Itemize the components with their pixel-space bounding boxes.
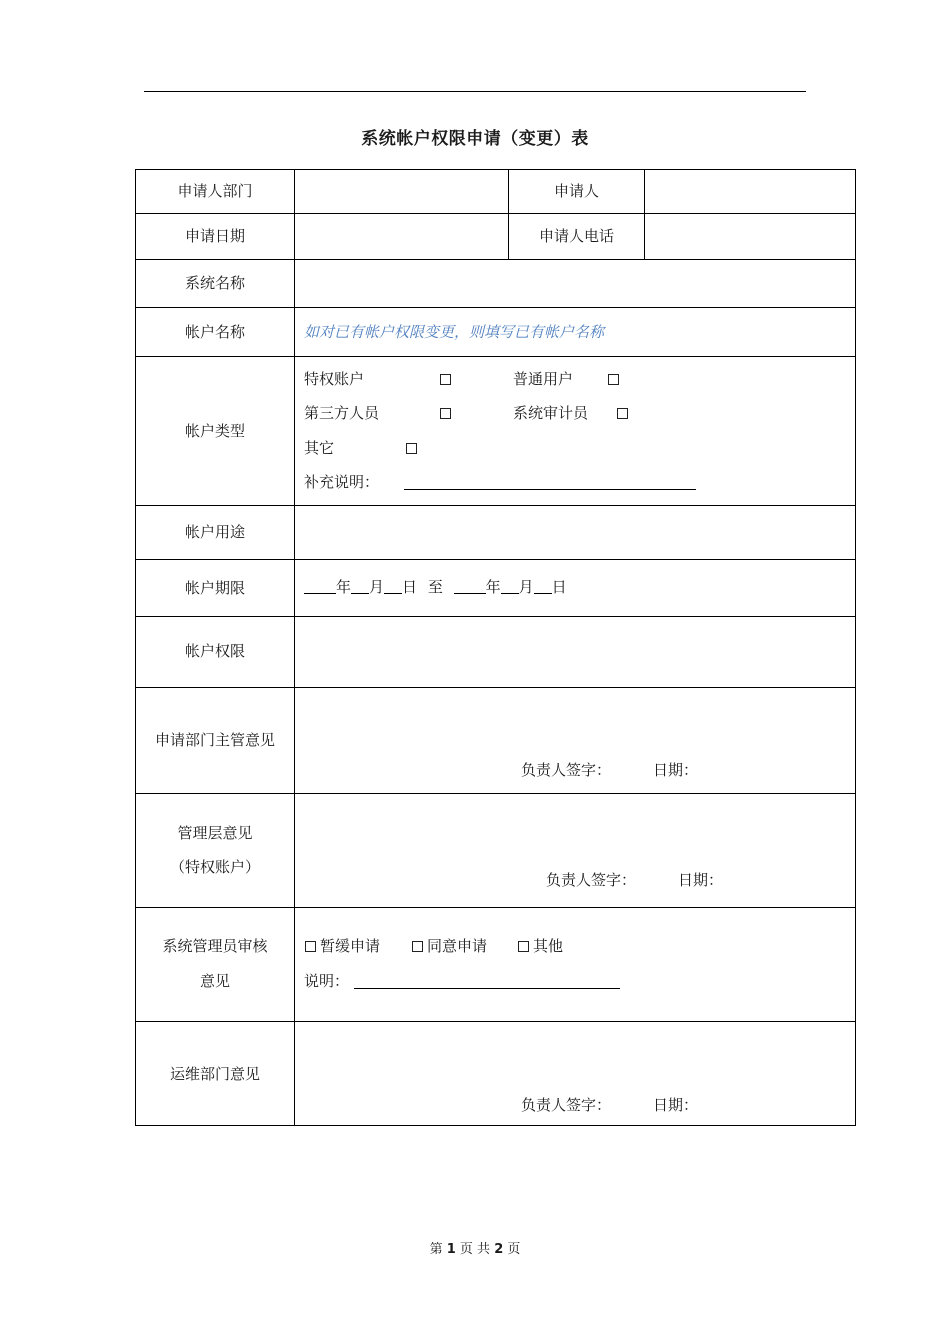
- day-unit: 日: [551, 578, 567, 596]
- row-divider: [135, 687, 856, 688]
- month-unit: 月: [369, 578, 385, 596]
- column-divider: [294, 169, 295, 1126]
- defer-checkbox[interactable]: [305, 941, 316, 952]
- auditor-checkbox[interactable]: [617, 408, 628, 419]
- account-period-label: 帐户期限: [184, 579, 245, 597]
- year-unit: 年: [485, 578, 501, 596]
- document-title: 系统帐户权限申请（变更）表: [361, 129, 589, 149]
- dept-manager-label: 申请部门主管意见: [154, 731, 275, 749]
- end-month-blank[interactable]: [501, 579, 519, 594]
- footer-prefix: 第: [429, 1242, 443, 1257]
- management-sub-label: （特权账户）: [169, 858, 260, 876]
- management-label: 管理层意见: [177, 824, 253, 842]
- other-option-label: 其他: [533, 937, 564, 955]
- applicant-dept-label: 申请人部门: [177, 182, 253, 200]
- defer-option-label: 暂缓申请: [320, 937, 381, 955]
- applicant-phone-field[interactable]: [646, 214, 854, 258]
- account-type-label: 帐户类型: [184, 422, 245, 440]
- supplement-input-line[interactable]: [404, 475, 696, 490]
- total-page-number: 2: [494, 1242, 504, 1257]
- account-period-field[interactable]: [304, 578, 567, 596]
- footer-suffix: 页: [507, 1242, 521, 1257]
- sysadmin-label-line2: 意见: [199, 972, 230, 990]
- ops-date-label: 日期：: [653, 1096, 699, 1114]
- current-page-number: 1: [446, 1242, 456, 1257]
- end-year-blank[interactable]: [454, 579, 486, 594]
- account-permission-field[interactable]: [296, 617, 854, 686]
- start-month-blank[interactable]: [351, 579, 369, 594]
- account-type-privileged-label: 特权账户: [304, 370, 365, 388]
- start-day-blank[interactable]: [384, 579, 402, 594]
- sysadmin-label: 系统管理员审核: [162, 937, 268, 955]
- page-footer: [0, 1238, 950, 1257]
- ops-signature-label: 负责人签字：: [521, 1096, 612, 1114]
- end-day-blank[interactable]: [534, 579, 552, 594]
- account-permission-label: 帐户权限: [184, 642, 245, 660]
- day-unit: 日: [402, 578, 418, 596]
- other-option-checkbox[interactable]: [518, 941, 529, 952]
- row-divider: [135, 1021, 856, 1022]
- management-date-label: 日期：: [678, 871, 724, 889]
- start-year-blank[interactable]: [304, 579, 336, 594]
- account-usage-label: 帐户用途: [184, 523, 245, 541]
- row-divider: [135, 307, 856, 308]
- applicant-dept-field[interactable]: [296, 170, 507, 212]
- dept-manager-date-label: 日期：: [653, 761, 699, 779]
- applicant-phone-label: 申请人电话: [538, 227, 614, 245]
- account-type-normal-label: 普通用户: [513, 370, 574, 388]
- ops-dept-label: 运维部门意见: [169, 1065, 260, 1083]
- system-name-field[interactable]: [296, 260, 854, 306]
- apply-date-label: 申请日期: [184, 227, 245, 245]
- account-usage-field[interactable]: [296, 506, 854, 558]
- agree-option-label: 同意申请: [427, 937, 488, 955]
- row-divider: [135, 356, 856, 357]
- month-unit: 月: [518, 578, 534, 596]
- account-name-hint[interactable]: 如对已有帐户权限变更，则填写已有帐户名称: [304, 323, 605, 341]
- apply-date-field[interactable]: [296, 214, 507, 258]
- system-name-label: 系统名称: [184, 274, 245, 292]
- note-input-line[interactable]: [354, 974, 620, 989]
- account-name-label: 帐户名称: [184, 323, 245, 341]
- supplement-label: 补充说明：: [304, 473, 380, 491]
- agree-checkbox[interactable]: [412, 941, 423, 952]
- note-label: 说明：: [304, 972, 350, 990]
- other-type-checkbox[interactable]: [406, 443, 417, 454]
- normal-user-checkbox[interactable]: [608, 374, 619, 385]
- row-divider: [135, 559, 856, 560]
- year-unit: 年: [336, 578, 352, 596]
- management-signature-label: 负责人签字：: [546, 871, 637, 889]
- applicant-label: 申请人: [553, 182, 599, 200]
- account-type-auditor-label: 系统审计员: [513, 404, 589, 422]
- account-type-third-party-label: 第三方人员: [304, 404, 380, 422]
- applicant-field[interactable]: [646, 170, 854, 212]
- account-type-other-label: 其它: [304, 439, 335, 457]
- third-party-checkbox[interactable]: [440, 408, 451, 419]
- column-divider: [644, 169, 645, 259]
- dept-manager-signature-label: 负责人签字：: [521, 761, 612, 779]
- row-divider: [135, 907, 856, 908]
- footer-middle: 页 共: [459, 1242, 491, 1257]
- row-divider: [135, 793, 856, 794]
- header-rule: [144, 91, 806, 92]
- privileged-checkbox[interactable]: [440, 374, 451, 385]
- period-to: 至: [427, 578, 443, 596]
